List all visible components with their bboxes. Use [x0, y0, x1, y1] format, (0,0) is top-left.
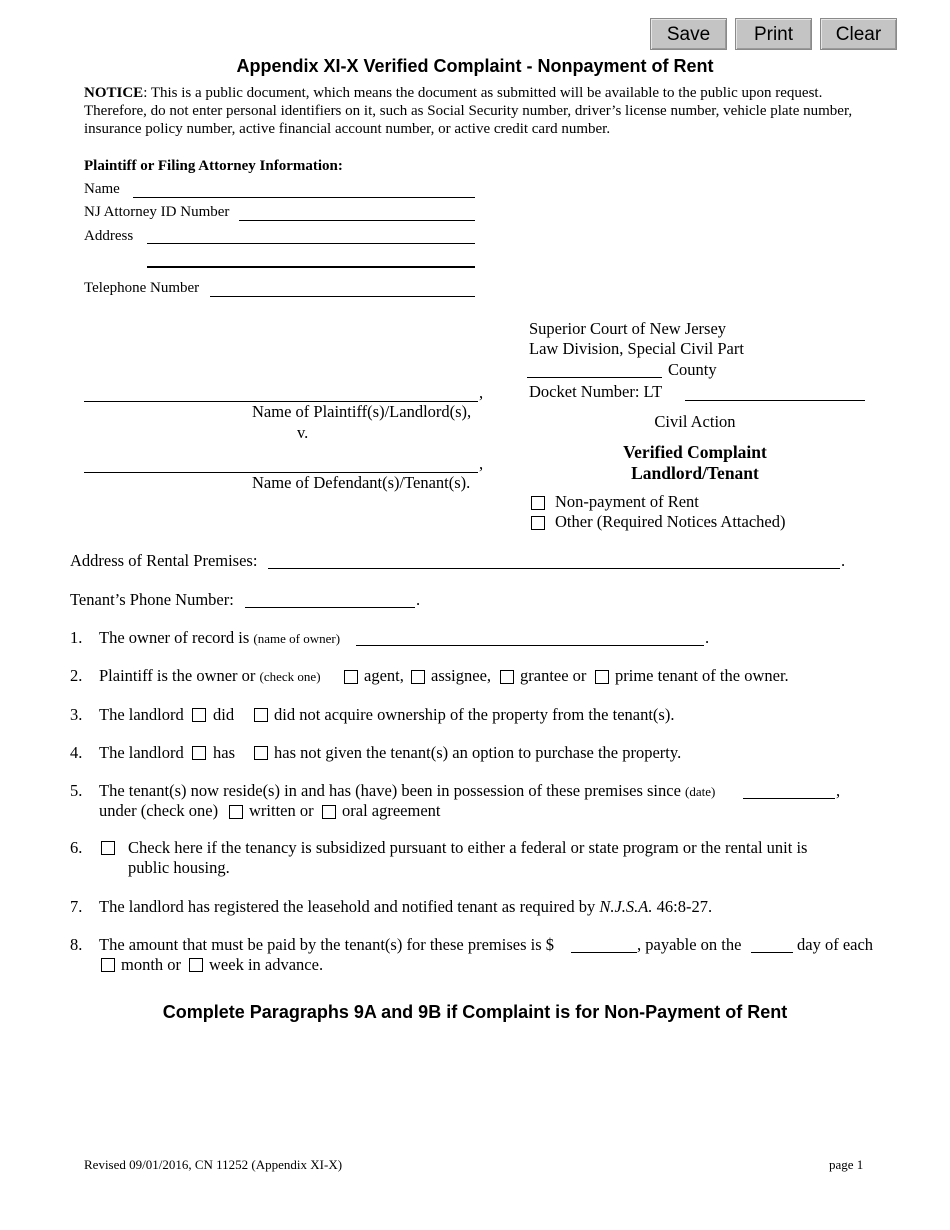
- court-division: Law Division, Special Civil Part: [529, 339, 744, 358]
- nonpayment-checkbox[interactable]: [531, 496, 545, 510]
- prime-tenant-label: prime tenant of the owner.: [615, 666, 789, 685]
- agent-checkbox[interactable]: [344, 670, 358, 684]
- item-number: 2.: [70, 666, 83, 685]
- rent-amount-label: The amount that must be paid by the tenant(s) for these premises is $: [99, 935, 555, 954]
- possession-date-field[interactable]: [743, 798, 835, 799]
- save-button[interactable]: Save: [650, 18, 727, 50]
- item-number: 8.: [70, 935, 83, 954]
- docket-number-field[interactable]: [685, 400, 865, 401]
- civil-action-label: Civil Action: [654, 412, 736, 431]
- plaintiff-caption-label: Name of Plaintiff(s)/Landlord(s),: [252, 402, 472, 421]
- subsidized-label-line2: public housing.: [128, 858, 230, 877]
- county-label: County: [668, 360, 717, 379]
- defendant-comma: ,: [479, 454, 484, 473]
- item-number: 4.: [70, 743, 83, 762]
- defendant-caption-label: Name of Defendant(s)/Tenant(s).: [252, 473, 471, 492]
- written-agreement-checkbox[interactable]: [229, 805, 243, 819]
- versus-label: v.: [297, 423, 309, 442]
- monthly-checkbox[interactable]: [101, 958, 115, 972]
- subsidized-checkbox[interactable]: [101, 841, 115, 855]
- tenant-phone-field[interactable]: [245, 607, 415, 608]
- attorney-id-label: NJ Attorney ID Number: [84, 204, 230, 220]
- print-button[interactable]: Print: [735, 18, 812, 50]
- address-field-line2[interactable]: [147, 266, 475, 268]
- plaintiff-info-heading: Plaintiff or Filing Attorney Information:: [84, 158, 343, 174]
- rental-address-field[interactable]: [268, 568, 840, 569]
- week-label: week in advance.: [209, 955, 324, 974]
- agreement-type-label: under (check one): [99, 801, 219, 820]
- rent-amount-field[interactable]: [571, 952, 637, 953]
- plaintiff-comma: ,: [479, 383, 484, 402]
- landlord-option-label: The landlord: [99, 743, 184, 762]
- item-number: 6.: [70, 838, 83, 857]
- grantee-checkbox[interactable]: [500, 670, 514, 684]
- telephone-field[interactable]: [210, 296, 475, 297]
- has-not-given-checkbox[interactable]: [254, 746, 268, 760]
- registration-label: The landlord has registered the leasehold and notified tenant as required by N.J.S.A. 46:8-27.: [99, 897, 713, 916]
- court-name: Superior Court of New Jersey: [529, 319, 727, 338]
- nonpayment-label: Non-payment of Rent: [555, 492, 699, 511]
- revision-footer: Revised 09/01/2016, CN 11252 (Appendix XI-X): [84, 1157, 343, 1172]
- prime-tenant-checkbox[interactable]: [595, 670, 609, 684]
- oral-agreement-checkbox[interactable]: [322, 805, 336, 819]
- telephone-label: Telephone Number: [84, 280, 200, 296]
- tenant-phone-period: .: [416, 590, 421, 609]
- owner-period: .: [705, 628, 710, 647]
- has-not-given-label: has not given the tenant(s) an option to purchase the property.: [274, 743, 682, 762]
- landlord-acquire-label: The landlord: [99, 705, 184, 724]
- day-of-each-label: day of each: [797, 935, 874, 954]
- attorney-id-field[interactable]: [239, 220, 475, 221]
- did-not-acquire-checkbox[interactable]: [254, 708, 268, 722]
- has-label: has: [213, 743, 235, 762]
- owner-name-field[interactable]: [356, 645, 704, 646]
- docket-number-label: Docket Number: LT: [529, 382, 663, 401]
- name-label: Name: [84, 181, 120, 197]
- agent-label: agent,: [364, 666, 404, 685]
- grantee-label: grantee or: [520, 666, 587, 685]
- did-label: did: [213, 705, 235, 724]
- other-notices-label: Other (Required Notices Attached): [555, 512, 786, 531]
- other-notices-checkbox[interactable]: [531, 516, 545, 530]
- assignee-label: assignee,: [431, 666, 492, 685]
- has-given-checkbox[interactable]: [192, 746, 206, 760]
- possession-label: The tenant(s) now reside(s) in and has (have) been in possession of these premises since (date): [99, 781, 716, 800]
- tenant-phone-label: Tenant’s Phone Number:: [70, 590, 234, 609]
- notice-paragraph: [84, 84, 874, 138]
- did-not-acquire-label: did not acquire ownership of the property from the tenant(s).: [274, 705, 675, 724]
- did-acquire-checkbox[interactable]: [192, 708, 206, 722]
- oral-label: oral agreement: [342, 801, 441, 820]
- clear-button[interactable]: Clear: [820, 18, 897, 50]
- rental-address-label: Address of Rental Premises:: [70, 551, 258, 570]
- weekly-checkbox[interactable]: [189, 958, 203, 972]
- landlord-tenant-heading: Landlord/Tenant: [631, 463, 759, 483]
- notice-label: NOTICE: [84, 85, 144, 101]
- page-title: Appendix XI-X Verified Complaint - Nonpayment of Rent: [236, 56, 714, 76]
- notice-text: : This is a public document, which means the document as submitted will be available to the public upon request. Therefore, do not enter personal identifiers on it, such as Social Security number, driver’s license number, vehicle plate number, insurance policy number, active financial account number, or active credit card number.: [84, 85, 853, 137]
- item-number: 1.: [70, 628, 83, 647]
- complaint-heading: Verified Complaint: [623, 442, 767, 462]
- subsidized-label-line1: Check here if the tenancy is subsidized pursuant to either a federal or state program or the rental unit is: [128, 838, 808, 857]
- county-field[interactable]: [527, 377, 662, 378]
- owner-record-label: The owner of record is (name of owner): [99, 628, 341, 647]
- rental-address-period: .: [841, 551, 846, 570]
- written-label: written or: [249, 801, 314, 820]
- plaintiff-role-label: Plaintiff is the owner or (check one): [99, 666, 321, 685]
- name-field[interactable]: [133, 197, 475, 198]
- possession-comma: ,: [836, 781, 841, 800]
- payable-label: , payable on the: [637, 935, 742, 954]
- month-label: month or: [121, 955, 182, 974]
- address-label: Address: [84, 228, 134, 244]
- address-field-line1[interactable]: [147, 243, 475, 244]
- section-heading: Complete Paragraphs 9A and 9B if Complaint is for Non-Payment of Rent: [162, 1002, 788, 1022]
- item-number: 3.: [70, 705, 83, 724]
- item-number: 7.: [70, 897, 83, 916]
- payment-day-field[interactable]: [751, 952, 793, 953]
- assignee-checkbox[interactable]: [411, 670, 425, 684]
- page-number: page 1: [829, 1157, 864, 1172]
- item-number: 5.: [70, 781, 83, 800]
